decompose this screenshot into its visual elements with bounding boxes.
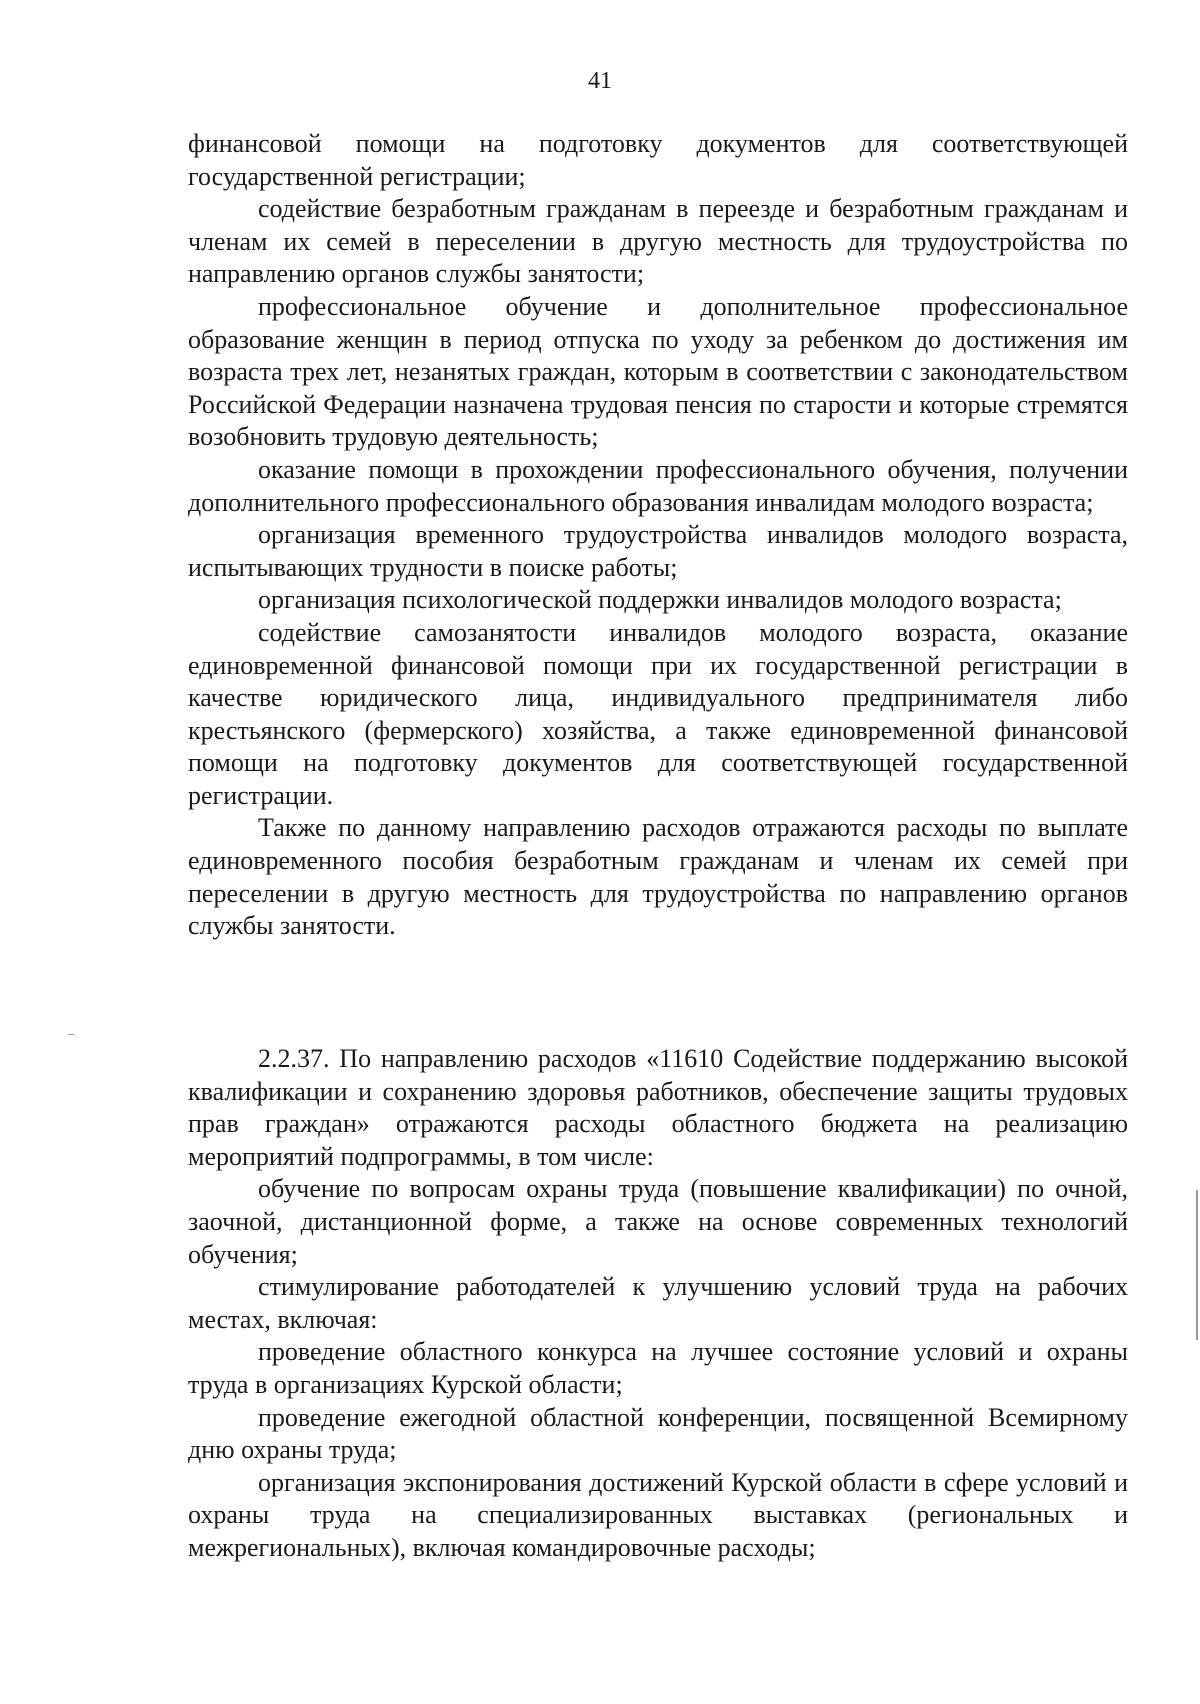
paragraph: Также по данному направлению расходов отражаются расходы по выплате единовременного пособия безработным гражданам и членам их семей при переселении в другую местность для трудоустройства по направлению органов службы занятости. [188,813,1128,941]
scan-artifact [1196,1190,1198,1340]
paragraph: организация психологической поддержки инвалидов молодого возраста; [258,585,1062,615]
paragraph: содействие безработным гражданам в переезде и безработным гражданам и членам их семей в переселении в другую местность для трудоустройства по направлению органов службы занятости; [188,194,1128,289]
scan-artifact [68,1034,74,1035]
page-number: 41 [588,68,612,94]
paragraph: организация временного трудоустройства инвалидов молодого возраста, испытывающих трудности в поиске работы; [188,520,1128,582]
paragraph: финансовой помощи на подготовку документов для соответствующей государственной регистрации; [188,129,1128,191]
paragraph: стимулирование работодателей к улучшению условий труда на рабочих местах, включая: [188,1272,1128,1334]
paragraph: организация экспонирования достижений Курской области в сфере условий и охраны труда на специализированных выставках (региональных и межрегиональных), включая командировочные расходы; [188,1467,1128,1562]
paragraph: оказание помощи в прохождении профессионального обучения, получении дополнительного профессионального образования инвалидам молодого возраста; [188,454,1128,517]
paragraph: проведение областного конкурса на лучшее состояние условий и охраны труда в организациях Курской области; [188,1337,1128,1399]
section-heading-paragraph: 2.2.37. По направлению расходов «11610 Содействие поддержанию высокой квалификации и сохранению здоровья работников, обеспечение защиты трудовых прав граждан» отражаются расходы областного бюджета на реализацию мероприятий подпрограммы, в том числе: [188,1044,1128,1171]
paragraph: проведение ежегодной областной конференции, посвященной Всемирному дню охраны труда; [188,1402,1128,1465]
paragraph: профессиональное обучение и дополнительное профессиональное образование женщин в период отпуска по уходу за ребенком до достижения им возраста трех лет, незанятых граждан, которым в соответствии с законодательством Российской Федерации назначена трудовая пенсия по старости и которые стремятся возобновить трудовую деятельность; [188,291,1128,452]
text-section-1 [188,128,1128,943]
paragraph: обучение по вопросам охраны труда (повышение квалификации) по очной, заочной, дистанционной форме, а также на основе современных технологий обучения; [188,1174,1128,1269]
text-section-2 [188,1043,1128,1565]
paragraph: содействие самозанятости инвалидов молодого возраста, оказание единовременной финансовой помощи при их государственной регистрации в качестве юридического лица, индивидуального предпринимателя либо крестьянского (фермерского) хозяйства, а также единовременной финансовой помощи на подготовку документов для соответствующей государственной регистрации. [188,617,1128,810]
